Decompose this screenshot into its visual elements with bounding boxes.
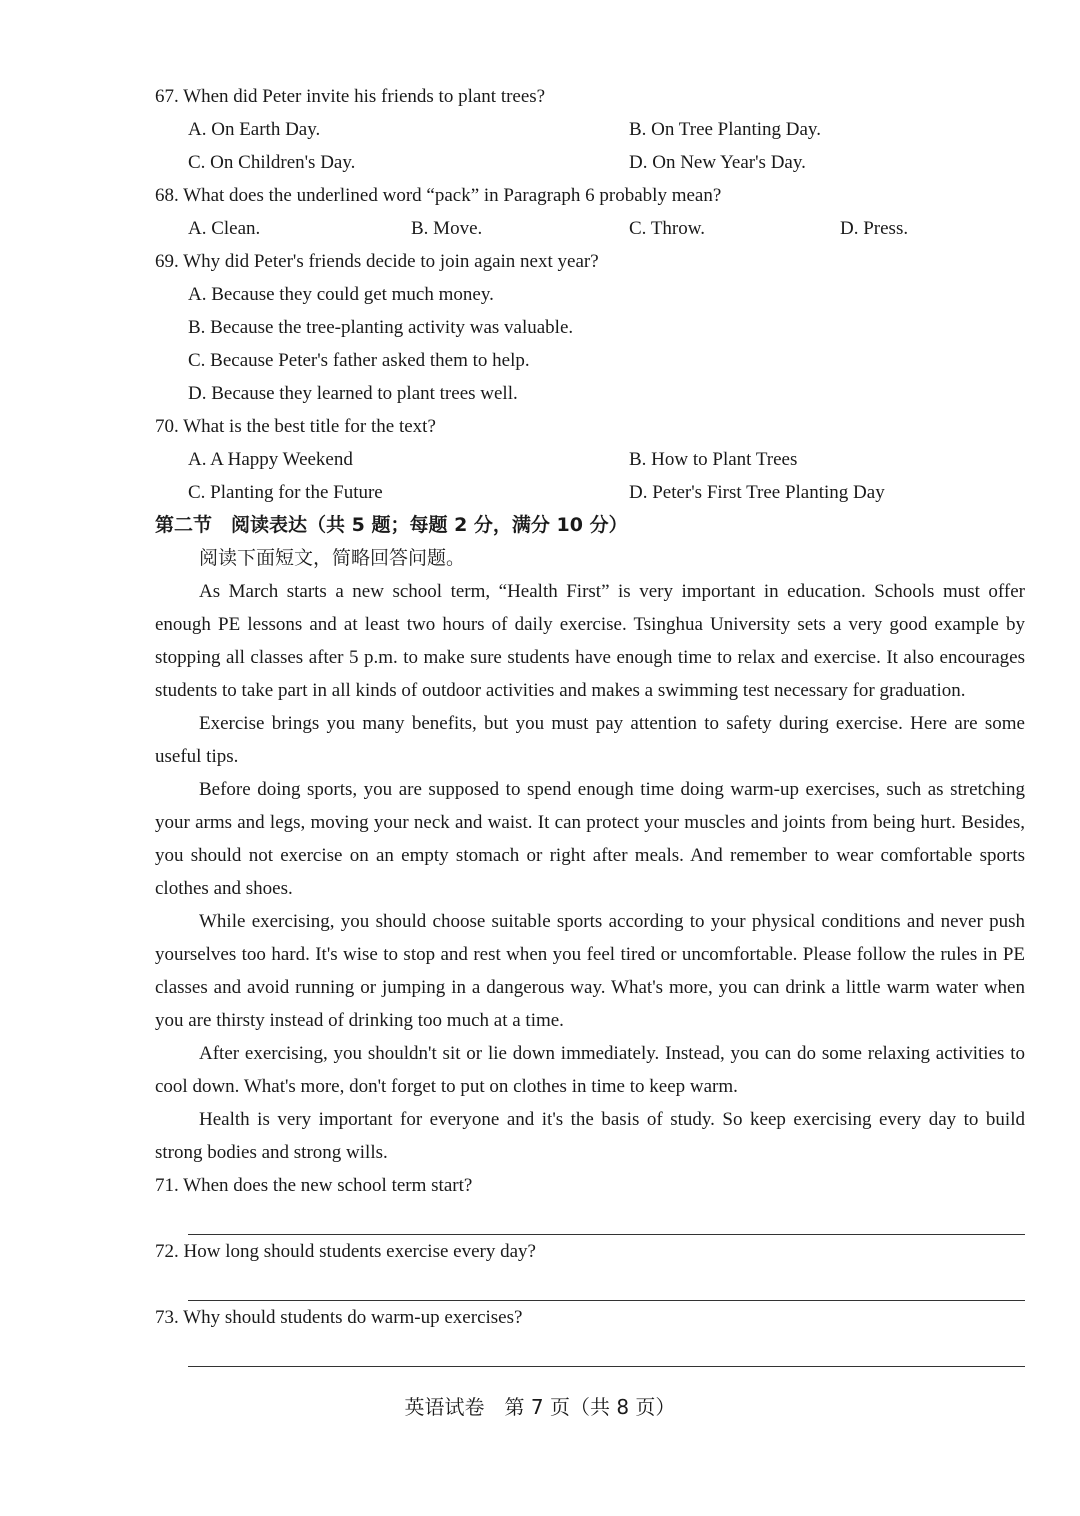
question-69-option-a: A. Because they could get much money.	[188, 284, 494, 305]
exam-page	[155, 80, 1025, 1367]
question-67-options-row-2	[155, 146, 1025, 179]
question-68-stem: 68. What does the underlined word “pack” in Paragraph 6 probably mean?	[155, 185, 722, 206]
section-2-heading: 第二节 阅读表达（共 5 题；每题 2 分，满分 10 分）	[155, 514, 628, 536]
question-72-stem: 72. How long should students exercise every day?	[155, 1241, 536, 1262]
passage-paragraph-6: Health is very important for everyone and it's the basis of study. So keep exercising every day to build strong bodies and strong wills.	[155, 1109, 1025, 1163]
question-68-options-row	[155, 212, 1025, 245]
question-68-option-c: C. Throw.	[629, 218, 705, 239]
question-70-option-d: D. Peter's First Tree Planting Day	[629, 482, 885, 503]
question-70-option-c: C. Planting for the Future	[188, 482, 383, 503]
question-69-option-c: C. Because Peter's father asked them to help.	[188, 350, 530, 371]
passage-paragraph-2: Exercise brings you many benefits, but you must pay attention to safety during exercise. Here are some useful tips.	[155, 713, 1025, 767]
question-73-stem: 73. Why should students do warm-up exercises?	[155, 1307, 523, 1328]
question-68-option-d: D. Press.	[840, 218, 909, 239]
question-69-stem: 69. Why did Peter's friends decide to join again next year?	[155, 251, 599, 272]
question-73-answer-line[interactable]	[188, 1334, 1025, 1367]
question-71-stem: 71. When does the new school term start?	[155, 1175, 473, 1196]
question-67-option-d: D. On New Year's Day.	[629, 152, 806, 173]
passage-paragraph-4: While exercising, you should choose suitable sports according to your physical conditions and never push yourselves too hard. It's wise to stop and rest when you feel tired or uncomfortable. Please follow the rules in PE classes and avoid running or jumping in a dangerous way. What's more, you can drink a little warm water when you are thirsty instead of drinking too much at a time.	[155, 911, 1025, 1031]
passage-paragraph-1: As March starts a new school term, “Health First” is very important in education. Schools must offer enough PE lessons and at least two hours of daily exercise. Tsinghua University sets a very good example by stopping all classes after 5 p.m. to make sure students have enough time to relax and exercise. It also encourages students to take part in all kinds of outdoor activities and makes a swimming test necessary for graduation.	[155, 581, 1025, 701]
question-71-answer-line[interactable]	[188, 1202, 1025, 1235]
page-footer: 英语试卷 第 7 页（共 8 页）	[404, 1395, 676, 1419]
question-69-option-b: B. Because the tree-planting activity was valuable.	[188, 317, 574, 338]
question-70-options-row-1	[155, 443, 1025, 476]
question-67-option-b: B. On Tree Planting Day.	[629, 119, 821, 140]
question-67-option-a: A. On Earth Day.	[188, 119, 321, 140]
passage-paragraph-5: After exercising, you shouldn't sit or lie down immediately. Instead, you can do some relaxing activities to cool down. What's more, don't forget to put on clothes in time to keep warm.	[155, 1043, 1025, 1097]
question-67-option-c: C. On Children's Day.	[188, 152, 356, 173]
question-69-option-d: D. Because they learned to plant trees well.	[188, 383, 518, 404]
passage-paragraph-3: Before doing sports, you are supposed to spend enough time doing warm-up exercises, such as stretching your arms and legs, moving your neck and waist. It can protect your muscles and joints from being hurt. Besides, you should not exercise on an empty stomach or right after meals. And remember to wear comfortable sports clothes and shoes.	[155, 779, 1025, 899]
question-70-stem: 70. What is the best title for the text?	[155, 416, 436, 437]
question-67-stem: 67. When did Peter invite his friends to plant trees?	[155, 86, 546, 107]
question-72-answer-line[interactable]	[188, 1268, 1025, 1301]
question-67-options-row-1	[155, 113, 1025, 146]
question-68-option-b: B. Move.	[411, 218, 483, 239]
question-70-options-row-2	[155, 476, 1025, 509]
question-68-option-a: A. Clean.	[188, 218, 261, 239]
section-2-instruction: 阅读下面短文，简略回答问题。	[199, 547, 466, 569]
question-70-option-a: A. A Happy Weekend	[188, 449, 353, 470]
question-70-option-b: B. How to Plant Trees	[629, 449, 798, 470]
